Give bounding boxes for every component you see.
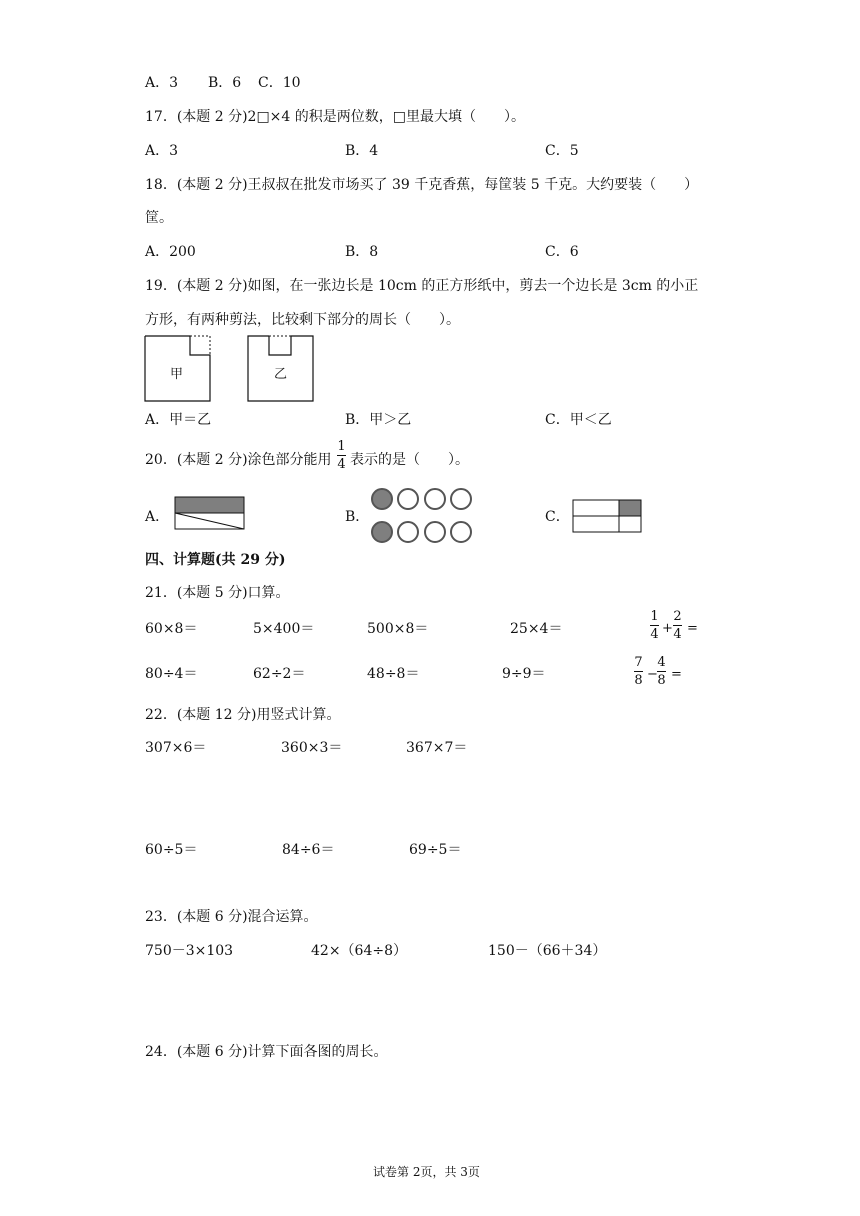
q21-frac1-eq: = — [687, 621, 698, 636]
q17-option-c: C．5 — [545, 143, 579, 159]
q21-frac2-a — [634, 656, 643, 687]
fraction-bar — [673, 625, 682, 626]
q22-item: 60÷5＝ — [145, 842, 198, 858]
q19-text-line1: 19．(本题 2 分)如图，在一张边长是 10cm 的正方形纸中，剪去一个边长是 3cm 的小正 — [145, 278, 699, 294]
q20-option-a: A． — [145, 509, 170, 525]
page-footer: 试卷第 2页，共 3页 — [373, 1165, 480, 1179]
q21-item: 500×8＝ — [367, 621, 429, 637]
denominator: 4 — [673, 627, 682, 642]
q19-option-a: A．甲＝乙 — [145, 412, 212, 428]
q21-frac1-op: + — [662, 621, 673, 636]
q21-frac1-b — [673, 610, 682, 641]
numerator: 1 — [650, 609, 659, 624]
q23-item: 150－（66＋34） — [488, 943, 607, 959]
q20-text-prefix: 20．(本题 2 分)涂色部分能用 — [145, 452, 332, 468]
q21-frac2-op: − — [647, 667, 658, 682]
q22-item: 84÷6＝ — [282, 842, 335, 858]
q16-option-b: B．6 — [208, 75, 242, 91]
q20-fraction-numerator: 1 — [337, 439, 346, 454]
q21-frac2-b — [657, 656, 666, 687]
fraction-bar — [650, 625, 659, 626]
numerator: 2 — [673, 609, 682, 624]
q22-item: 307×6＝ — [145, 740, 207, 756]
q20-figure-a — [175, 497, 244, 529]
q21-item: 25×4＝ — [510, 621, 563, 637]
q21-item: 60×8＝ — [145, 621, 198, 637]
q20-figure-b — [372, 489, 471, 542]
q20-option-c: C． — [545, 509, 570, 525]
fraction-bar — [634, 671, 643, 672]
q20-text-suffix: 表示的是（ ）。 — [350, 452, 469, 468]
numerator: 4 — [657, 655, 666, 670]
q21-frac2-eq: = — [671, 667, 682, 682]
q23-item: 42×（64÷8） — [311, 943, 407, 959]
q18-option-c: C．6 — [545, 244, 579, 260]
section-title: 四、计算题(共 29 分) — [145, 552, 286, 568]
q21-text: 21．(本题 5 分)口算。 — [145, 585, 290, 601]
q16-option-c: C．10 — [258, 75, 301, 91]
q21-item: 80÷4＝ — [145, 666, 198, 682]
q18-text-line1: 18．(本题 2 分)王叔叔在批发市场买了 39 千克香蕉，每筐装 5 千克。大约要装（ ） — [145, 177, 699, 193]
q16-option-a: A．3 — [145, 75, 179, 91]
q21-item: 5×400＝ — [253, 621, 315, 637]
q19-option-c: C．甲＜乙 — [545, 412, 612, 428]
q21-frac1-a — [650, 610, 659, 641]
fraction-bar — [657, 671, 666, 672]
q19-figure-label-jia: 甲 — [170, 367, 184, 382]
denominator: 4 — [650, 627, 659, 642]
q18-option-b: B．8 — [345, 244, 379, 260]
q23-text: 23．(本题 6 分)混合运算。 — [145, 909, 318, 925]
q23-item: 750－3×103 — [145, 943, 234, 959]
q20-figure-c — [573, 500, 641, 532]
q19-text-line2: 方形，有两种剪法，比较剩下部分的周长（ ）。 — [145, 312, 460, 328]
q22-text: 22．(本题 12 分)用竖式计算。 — [145, 707, 341, 723]
q22-item: 360×3＝ — [281, 740, 343, 756]
q19-option-b: B．甲＞乙 — [345, 412, 412, 428]
denominator: 8 — [634, 673, 643, 688]
q20-option-b: B． — [345, 509, 370, 525]
q21-item: 9÷9＝ — [502, 666, 546, 682]
q22-item: 367×7＝ — [406, 740, 468, 756]
q17-option-b: B．4 — [345, 143, 379, 159]
numerator: 7 — [634, 655, 643, 670]
q17-option-a: A．3 — [145, 143, 179, 159]
q17-text: 17．(本题 2 分)2□×4 的积是两位数，□里最大填（ ）。 — [145, 109, 525, 125]
q18-text-line2: 筐。 — [145, 210, 173, 226]
q21-item: 62÷2＝ — [253, 666, 306, 682]
q20-fraction-denominator: 4 — [337, 457, 346, 472]
q21-item: 48÷8＝ — [367, 666, 420, 682]
q24-text: 24．(本题 6 分)计算下面各图的周长。 — [145, 1044, 388, 1060]
q22-item: 69÷5＝ — [409, 842, 462, 858]
q18-option-a: A．200 — [145, 244, 196, 260]
denominator: 8 — [657, 673, 666, 688]
q19-figure-label-yi: 乙 — [274, 367, 288, 382]
